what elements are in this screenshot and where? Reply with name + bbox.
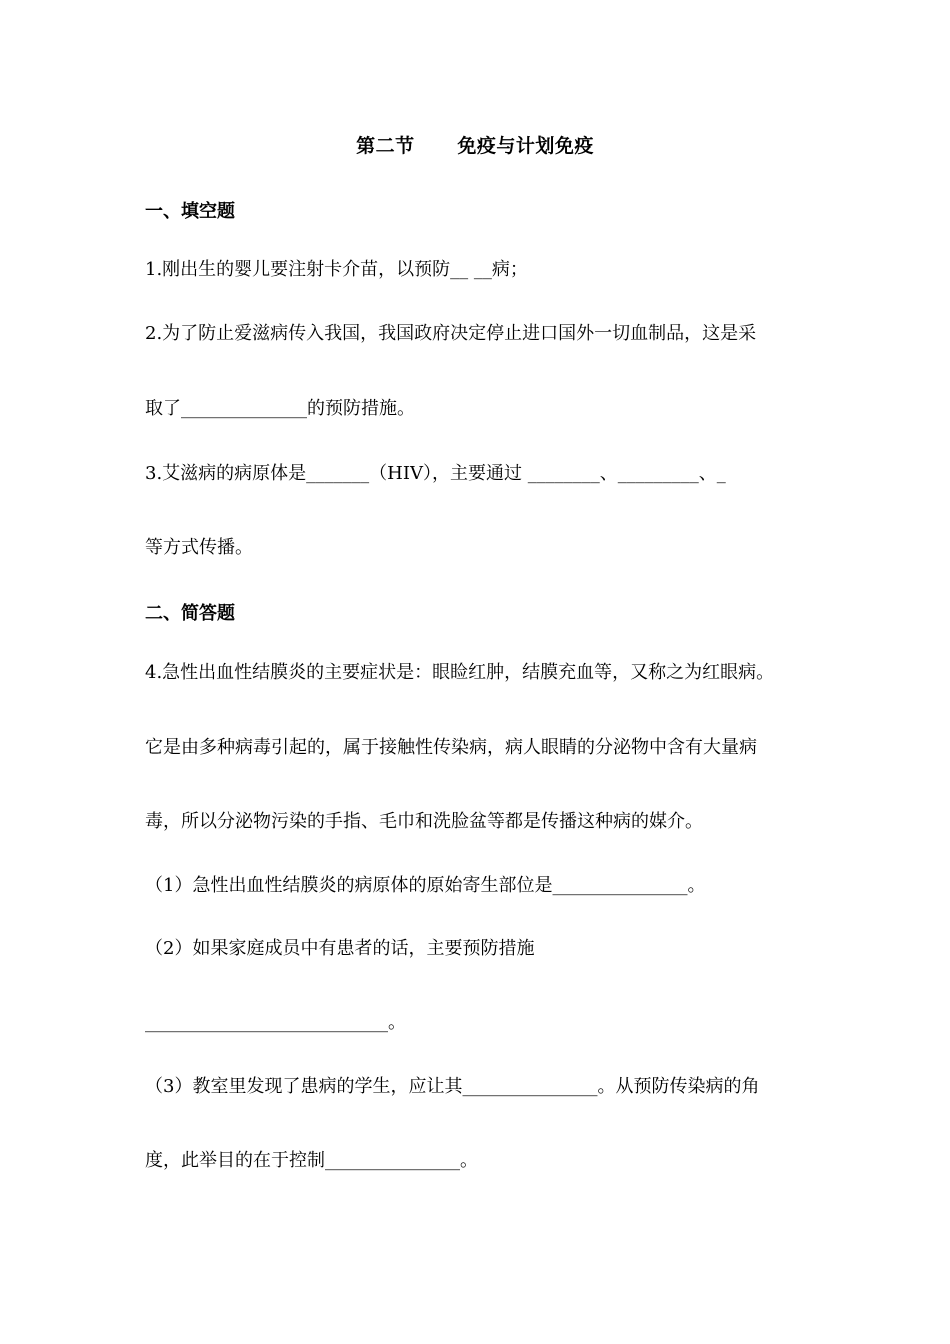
- question-4-line-1: 4.急性出血性结膜炎的主要症状是：眼睑红肿，结膜充血等，又称之为红眼病。: [145, 662, 775, 683]
- section-heading-fill-in: 一、填空题: [145, 201, 235, 222]
- question-4-line-3: 毒，所以分泌物污染的手指、毛巾和洗脸盆等都是传播这种病的媒介。: [145, 811, 703, 832]
- question-4-sub-3-line-1: （3）教室里发现了患病的学生，应让其_______________。从预防传染病的角: [145, 1076, 760, 1097]
- question-4-sub-2-line-2: ___________________________。: [145, 1012, 406, 1033]
- question-1: 1.刚出生的婴儿要注射卡介苗，以预防__ __病；: [145, 259, 528, 280]
- question-2-line-2: 取了______________的预防措施。: [145, 398, 415, 419]
- question-3-line-1: 3.艾滋病的病原体是_______（HIV），主要通过 ________、_________、_: [145, 463, 726, 484]
- question-4-sub-2-line-1: （2）如果家庭成员中有患者的话，主要预防措施: [145, 938, 535, 959]
- page-title: 第二节 免疫与计划免疫: [356, 135, 594, 157]
- question-3-line-2: 等方式传播。: [145, 537, 253, 558]
- question-4-sub-3-line-2: 度，此举目的在于控制_______________。: [145, 1150, 478, 1171]
- question-4-line-2: 它是由多种病毒引起的，属于接触性传染病，病人眼睛的分泌物中含有大量病: [145, 737, 757, 758]
- question-4-sub-1: （1）急性出血性结膜炎的病原体的原始寄生部位是_______________。: [145, 875, 706, 896]
- question-2-line-1: 2.为了防止爱滋病传入我国，我国政府决定停止进口国外一切血制品，这是采: [145, 323, 757, 344]
- section-heading-short-answer: 二、简答题: [145, 603, 235, 624]
